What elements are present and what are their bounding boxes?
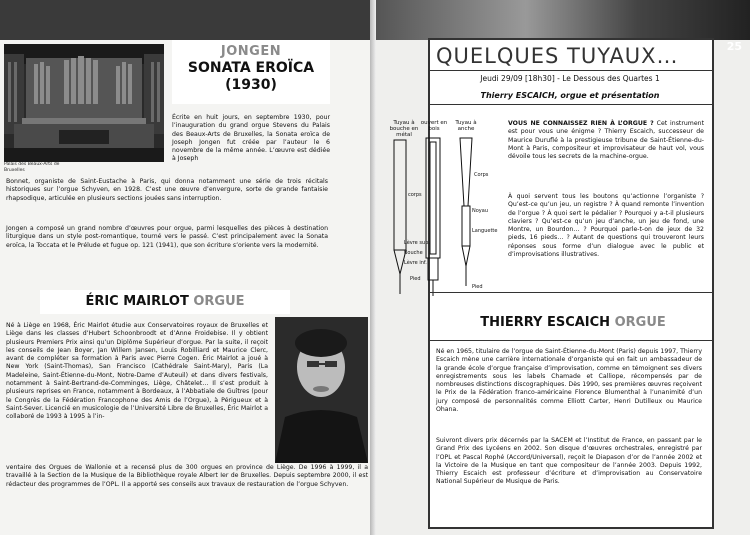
work-year: (1930) [225,77,277,93]
svg-text:Lèvre sup.: Lèvre sup. [404,240,430,246]
svg-text:Noyau: Noyau [472,208,488,214]
section-rule [428,292,712,293]
svg-text:Bouche: Bouche [404,250,423,256]
top-band-right [376,0,750,40]
pipe-label-wood: ouvert en bois [420,120,448,132]
svg-text:Corps: Corps [474,172,489,178]
svg-text:corps: corps [408,192,422,198]
concert-hall-photo [4,44,164,162]
page-number: 25 [726,40,742,53]
top-band [0,0,376,40]
performer-name: ÉRIC MAIRLOT [85,294,189,309]
pipe-label-reed: Tuyau à anche [455,120,477,132]
pipe-label-metal: Tuyau à bouche en métal [389,120,419,138]
event-title: QUELQUES TUYAUX… [436,44,679,68]
jongen-paragraph-1: Écrite en huit jours, en septembre 1930, pour l’inauguration du grand orgue Stevens du Palais des Beaux-Arts de Bruxelles, la Sonata eroïca de Joseph Jongen fut créée par l’auteur le 6 novembre de la même année. L’œuvre est dédiée à Joseph [172,114,330,163]
questions-paragraph: À quoi servent tous les boutons qu’actionne l’organiste ? Qu’est-ce qu’un jeu, un registre ? À quand remonte l’invention de l’orgue ? À quoi sert le pédalier ? Pourquoi y a-t-il plusieurs claviers ? Qu’est-ce qu’un jeu d’anche, un jeu de fond, une Montre, un Bourdon… ? Pourquoi parle-t-on de jeux de 32 pieds, 16 pieds… ? Autant de questions qui trouveront leurs réponses sous forme d’un dialogue avec le public et d’improvisations illustratives. [508,193,704,259]
escaich-biography-2: Suivront divers prix décernés par la SACEM et l’Institut de France, en passant par le Grand Prix des Lycéens en 2002. Son disque d’œuvres orchestrales, enregistré par l’OPL et Pascal Rophé (Accord/Universal), reçoit le Diapason d’or de l’année 2002 et la Victoire de la Musique en tant que compositeur de l’année 2003. Depuis 1992, Thierry Escaich est professeur d’écriture et d’improvisation au Conservatoire National Supérieur de Musique de Paris. [436,437,702,486]
section-rule-2 [428,340,712,341]
jongen-heading-box [172,40,330,104]
work-title: SONATA EROÏCA [187,60,315,76]
organ-pipes-diagram [390,136,498,306]
svg-text:Pied: Pied [472,284,483,290]
photo-caption: Palais des Beaux-Arts de Bruxelles [4,162,60,173]
jongen-paragraph-1-continued: Bonnet, organiste de Saint-Eustache à Paris, qui donna notamment une série de trois récitals historiques sur l’orgue Schyven, en 1928. C’est une œuvre d’envergure, sorte de grande fantaisie rhapsodique, articulée en plusieurs sections jouées sans interruption. [6,178,328,202]
intro-heading: VOUS NE CONNAISSEZ RIEN À L’ORGUE ? [508,120,654,127]
mairlot-portrait-photo [275,317,368,463]
mairlot-biography-continued: ventaire des Orgues de Wallonie et a recensé plus de 300 orgues en province de Liège. De 1996 à 1999, il a travaillé à la Section de la Musique de la Bibliothèque royale Albert Ier de Bruxelles. Depuis septembre 2000, il est rédacteur des programmes de l’OPL. Il a apporté ses conseils aux travaux de restauration de l’orgue Schyven. [6,464,368,488]
header-rule [428,104,712,105]
composer-name: JONGEN [220,44,282,59]
escaich-heading [478,312,668,334]
svg-text:Languette: Languette [472,228,498,234]
intro-paragraph [508,120,704,161]
escaich-name: THIERRY ESCAICH [480,315,611,330]
event-performer: Thierry ESCAICH, orgue et présentation [480,91,660,100]
svg-text:Pied: Pied [410,276,421,282]
escaich-biography-1: Né en 1965, titulaire de l’orgue de Saint-Étienne-du-Mont (Paris) depuis 1997, Thierry Escaich mène une carrière internationale d’organiste qui en fait un ambassadeur de la grande école d’orgue française d’improvisation, comme en témoignent ses divers enregistrements sous les labels Chamade et Calliope, récompensés par de nombreuses distinctions discographiques. Dès 1990, ses premières œuvres reçoivent le Prix de la Fédération franco-américaine Florence Blumenthal à l’unanimité d’un jury composé de personnalités comme Elliott Carter, Henri Dutilleux ou Maurice Ohana. [436,348,702,414]
jongen-paragraph-2: Jongen a composé un grand nombre d’œuvres pour orgue, parmi lesquelles des pièces à destination liturgique dans un style post-romantique, tourné vers le passé. C’est principalement avec la Sonata eroïca, la Toccata et le Prélude et fugue op. 121 (1941), que son écriture s’oriente vers la modernité. [6,225,328,249]
mairlot-heading [40,290,290,314]
event-date: Jeudi 29/09 [18h30] - Le Dessous des Quartes 1 [480,74,660,83]
mairlot-biography: Né à Liège en 1968, Éric Mairlot étudie aux Conservatoires royaux de Bruxelles et Liège dans les classes d’Hubert Schoonbroodt et d’Anne Froidebise. Il y obtient plusieurs Premiers Prix ainsi qu’un Diplôme Supérieur d’orgue. Par la suite, il reçoit les conseils de Jean Boyer, Jan Willem Jansen, Louis Robilliard et Maurice Clerc, avant de compléter sa formation à Paris avec Pierre Cogen. Éric Mairlot a joué à New York (Saint-Thomas), San Francisco (Cathédrale Saint-Mary), Paris (La Madeleine, Saint-Étienne-du-Mont, Notre-Dame d’Auteuil) et dans divers festivals, notamment à Saint-Bertrand-de-Comminges, Liège, Châtelet… Il s’est produit à plusieurs reprises en France, notamment à Bordeaux, à l’Abbatiale de Guîtres (pour le Congrès de la Fédération Francophone des Amis de l’Orgue), à Périgueux et à Saint-Sever. Licencié en musicologie de l’Université Libre de Bruxelles, Éric Mairlot a collaboré de 1993 à 1995 à l’in- [6,322,268,421]
escaich-role: ORGUE [614,315,666,330]
title-rule [428,70,712,71]
performer-role: ORGUE [193,294,245,309]
intro-body: Cet instrument est pour vous une énigme ? Thierry Escaich, successeur de Maurice Duruflé à la prestigieuse tribune de Saint-Étienne-du-Mont à Paris, compositeur et improvisateur de haut vol, vous dévoile tous les secrets de la machine-orgue. [508,120,704,161]
svg-text:Lèvre inf.: Lèvre inf. [404,260,427,266]
